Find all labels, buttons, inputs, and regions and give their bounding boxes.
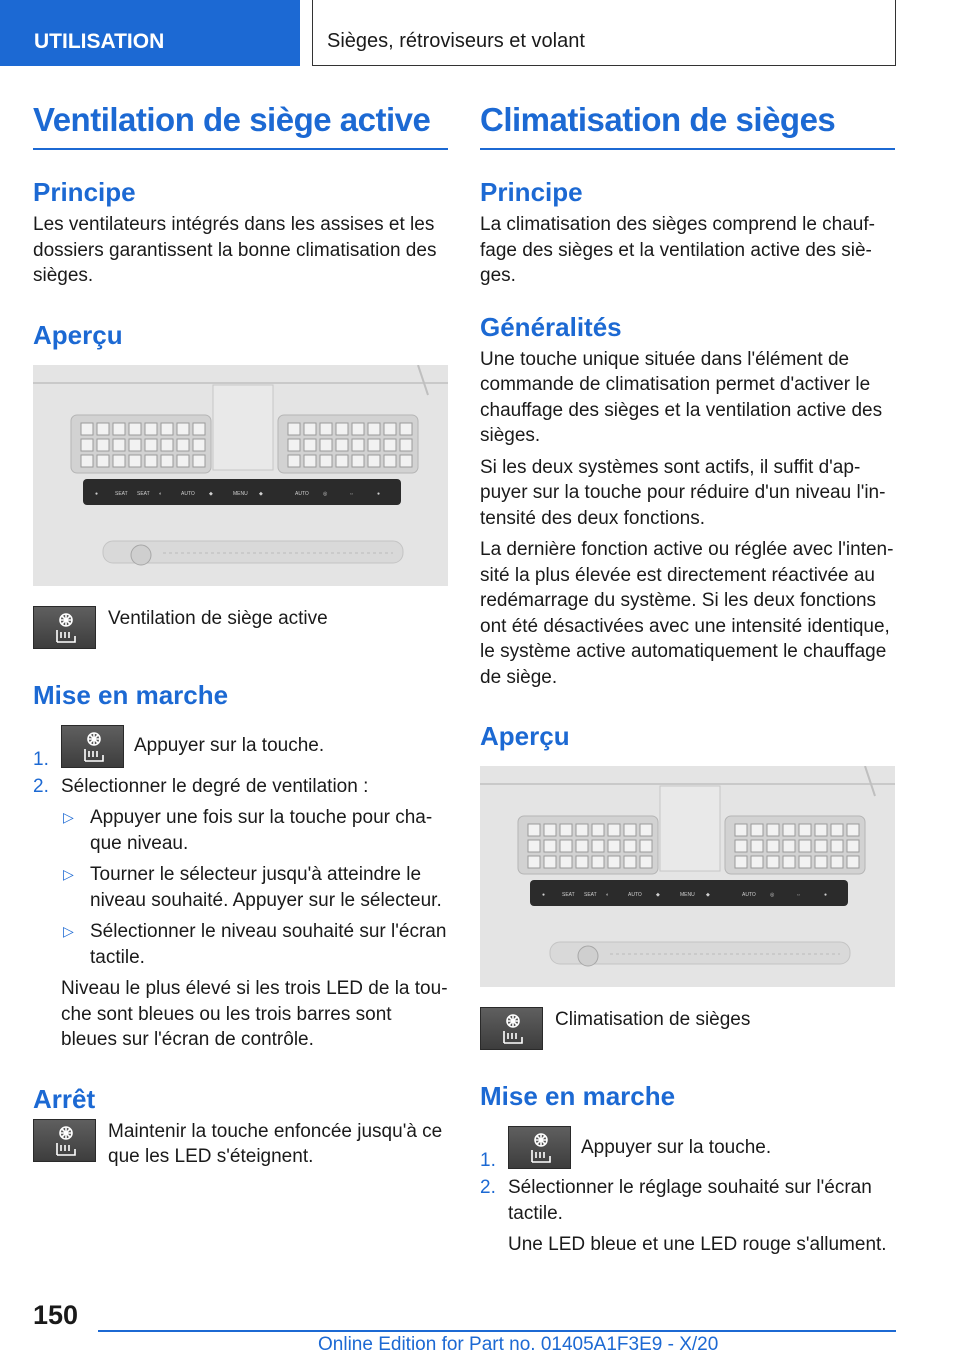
svg-text:◆: ◆ [259,490,263,497]
level-note: Niveau le plus élevé si les trois LED de la touche sont bleues ou les trois barres sont bleues sur l'écran de contrôle. [61,978,448,1050]
svg-text:◆: ◆ [656,892,660,898]
section-title-climatisation: Climatisation de sièges [480,100,895,150]
svg-text:SEAT: SEAT [137,490,150,497]
seat-climate-icon [508,1126,571,1169]
step-number: 2. [480,1177,496,1198]
svg-text:SEAT: SEAT [584,892,597,898]
svg-text:●: ● [95,490,99,497]
svg-text:◎: ◎ [323,490,328,497]
step-text: Appuyer sur la touche. [581,1136,772,1158]
heading-apercu: Aperçu [480,721,570,751]
svg-text:⇔: ⇔ [349,490,354,497]
svg-text:◆: ◆ [209,490,213,497]
seat-climate-icon [480,1007,543,1050]
svg-text:●: ● [824,892,828,898]
generalites-p3: La dernière fonction active ou réglée avec l'intensité la plus élevée est directement réactivée au redémarrage du système. Si les deux fonctions ont été désactivées avec une intensité identique, le système active automatiquement le chauffage de siège. [480,539,894,688]
steps-list [480,1126,895,1226]
page-number: 150 [33,1300,79,1330]
step-2 [33,774,448,971]
step-text: Sélectionner le réglage souhaité sur l'écran tactile. [508,1177,872,1224]
page-header [0,0,960,66]
apercu-caption: Climatisation de sièges [555,1009,751,1030]
substep: ▷ Sélectionner le niveau souhaité sur l'écran tactile. [63,921,447,968]
right-column [480,100,895,1258]
step-number: 1. [33,748,49,770]
footer-rule [98,1330,896,1332]
svg-text:●: ● [542,892,546,898]
svg-text:SEAT: SEAT [562,892,575,898]
svg-text:AUTO: AUTO [628,892,642,898]
generalites-p2: Si les deux systèmes sont actifs, il suffit d'appuyer sur la touche pour réduire d'un niveau l'intensité des deux fonctions. [480,456,886,529]
generalites-p1: Une touche unique située dans l'élément de commande de climatisation permet d'activer le chauffage des sièges et la ventilation active des sièges. [480,348,883,446]
heading-mise-en-marche: Mise en marche [33,679,229,710]
triangle-bullet-icon: ▷ [63,866,74,882]
svg-text:◐: ◐ [159,490,163,497]
svg-text:MENU: MENU [680,892,695,898]
svg-text:◎: ◎ [770,892,775,898]
heading-principe: Principe [480,177,583,207]
heading-apercu: Aperçu [33,319,123,350]
svg-text:◐: ◐ [606,892,610,898]
substep: ▷ Appuyer une fois sur la touche pour chaque niveau. [63,807,433,854]
arret-row [33,1119,448,1170]
step-text: Sélectionner le degré de ventilation : [61,775,369,797]
led-note: Une LED bleue et une LED rouge s'allument. [508,1234,887,1255]
svg-text:SEAT: SEAT [115,490,128,497]
step-number: 2. [33,775,49,797]
triangle-bullet-icon: ▷ [63,809,74,825]
substep: ▷ Tourner le sélecteur jusqu'à atteindre le niveau souhaité. Appuyer sur le sélecteur. [63,864,442,911]
principe-text: Les ventilateurs intégrés dans les assises et les dossiers garantissent la bonne climatisation des sièges. [33,214,437,286]
svg-text:●: ● [377,490,381,497]
heading-generalites: Généralités [480,311,622,342]
control-panel-photo [33,365,448,586]
svg-text:AUTO: AUTO [295,490,309,497]
section-tab[interactable]: UTILISATION [0,0,300,66]
steps-list [33,725,448,971]
step-2 [480,1175,895,1226]
triangle-bullet-icon: ▷ [63,923,74,939]
apercu-caption-row [33,606,448,649]
svg-text:MENU: MENU [233,490,248,497]
edition-footer: Online Edition for Part no. 01405A1F3E9 - X/20 [318,1334,719,1355]
chapter-title: Sièges, rétroviseurs et volant [312,0,896,66]
step-text: Appuyer sur la touche. [134,735,325,757]
heading-mise-en-marche: Mise en marche [480,1081,676,1111]
seat-ventilation-icon [33,1119,96,1162]
left-column [33,100,448,1170]
principe-text: La climatisation des sièges comprend le chauffage des sièges et la ventilation active des sièges. [480,214,875,286]
section-title-ventilation: Ventilation de siège active [33,100,448,150]
seat-ventilation-icon [33,606,96,649]
arret-text: Maintenir la touche enfoncée jusqu'à ce que les LED s'éteignent. [108,1120,443,1167]
control-panel-photo [480,766,895,987]
svg-text:◆: ◆ [706,892,710,898]
apercu-caption: Ventilation de siège active [108,607,328,629]
substeps-list [61,805,448,970]
step-number: 1. [480,1150,496,1171]
seat-ventilation-icon [61,725,124,768]
heading-arret: Arrêt [33,1083,96,1114]
step-1 [480,1126,895,1169]
apercu-caption-row [480,1007,895,1050]
svg-text:⇔: ⇔ [796,892,801,898]
heading-principe: Principe [33,177,136,207]
step-1 [33,725,448,768]
svg-text:AUTO: AUTO [742,892,756,898]
svg-text:AUTO: AUTO [181,490,195,497]
